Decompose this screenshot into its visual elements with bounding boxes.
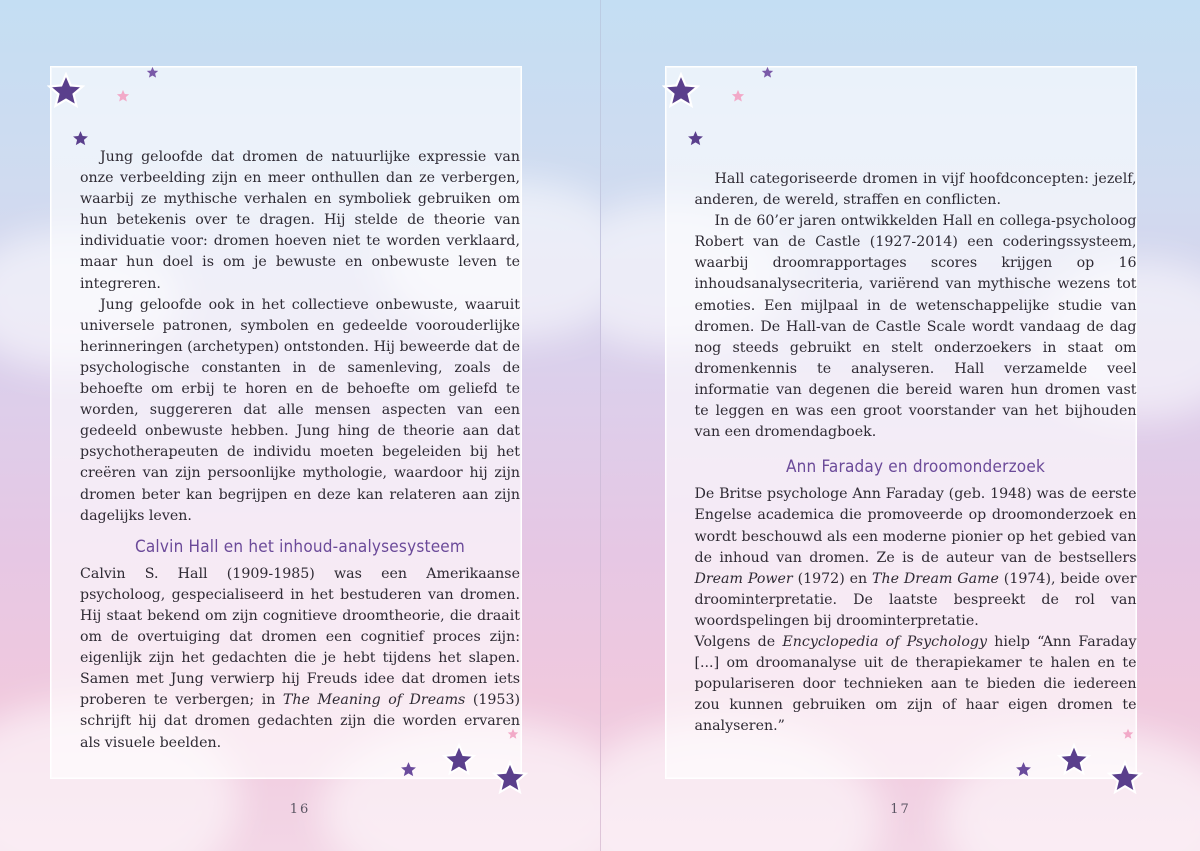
star-icon: [400, 761, 417, 778]
text-run: hielp “Ann Faraday [...] om droomanalyse uit de therapiekamer te halen en te populariseren door technieken aan te bieden die iedereen zou kunnen gebruiken om zijn of haar eigen dromen te analyseren.”: [694, 633, 1137, 735]
paragraph: [695, 632, 1137, 737]
paragraph: Hall categoriseerde dromen in vijf hoofdconcepten: jezelf, anderen, de wereld, straffen en conflicten.: [694, 171, 1137, 209]
right-page: [601, 0, 1200, 851]
book-title: Dream Power: [694, 570, 793, 587]
text-run: (1953) schrijft hij dat dromen gedachten zijn die worden ervaren als visuele beelden.: [80, 692, 521, 751]
star-icon: [1015, 761, 1032, 778]
section-heading: Calvin Hall en het inhoud-analysesysteem: [134, 536, 466, 557]
left-page-text: [80, 147, 520, 754]
text-run: Calvin S. Hall (1909-1985) was een Amerikaanse psycholoog, gespecialiseerd in het bestuderen van dromen. Hij staat bekend om zijn cognitieve droomtheorie, die draait om de overtuiging dat dromen een cognitief proces zijn: eigenlijk zijn het gedachten die je hebt tijdens het slapen. Samen met Jung verwierp hij Freuds idee dat dromen iets proberen te verbergen; in: [80, 565, 520, 709]
star-icon: [761, 66, 774, 79]
star-icon: [72, 130, 89, 147]
section-heading: Ann Faraday en droomonderzoek: [785, 457, 1046, 478]
star-icon: [687, 130, 704, 147]
star-icon: [492, 760, 528, 796]
right-page-text: [695, 169, 1137, 737]
book-title: The Dream Game: [872, 570, 999, 587]
page-number: 17: [890, 802, 911, 817]
star-icon: [1057, 743, 1091, 777]
star-icon: [662, 72, 700, 110]
star-icon: [116, 89, 130, 103]
star-icon: [146, 66, 159, 79]
text-run: Volgens de: [694, 633, 783, 650]
paragraph: In de 60’er jaren ontwikkelden Hall en collega-psycholoog Robert van de Castle (1927-2014) een coderingssysteem, waarbij droomrapportages scores krijgen op 16 inhoudsanalysecriteria, variërend van mythische wezens tot emoties. Een mijlpaal in de wetenschappelijke studie van dromen. De Hall-van de Castle Scale wordt vandaag de dag nog steeds gebruikt en stelt onderzoekers in staat om dromenkennis te analyseren. Hall verzamelde veel informatie van degenen die bereid waren hun dromen vast te leggen en was een groot voorstander van het bijhouden van een dromendagboek.: [694, 213, 1137, 441]
star-icon: [731, 89, 745, 103]
text-run: (1972) en: [792, 570, 873, 587]
paragraph: [80, 564, 520, 754]
book-title: Encyclopedia of Psychology: [782, 633, 987, 650]
text-run: (1974), beide over droominterpretatie. De laatste bespreekt de rol van woordspelingen bij droominterpretatie.: [694, 570, 1137, 629]
paragraph: Jung geloofde ook in het collectieve onbewuste, waaruit universele patronen, symbolen en gedeelde voorouderlijke herinneringen (archetypen) ontstonden. Hij beweerde dat de psychologische constanten in de samenleving, zoals de behoefte om erbij te horen en de behoefte om geliefd te worden, suggereren dat alle mensen aspecten van een gedeeld onbewuste hebben. Jung hing de theorie aan dat psychotherapeuten de individu moeten begeleiden bij het creëren van zijn persoonlijke mythologie, waardoor hij zijn dromen beter kan begrijpen en deze kan relateren aan zijn dagelijks leven.: [80, 296, 520, 524]
page-number: 16: [289, 802, 311, 817]
star-icon: [1107, 760, 1143, 796]
paragraph: [695, 484, 1137, 632]
star-icon: [47, 72, 85, 110]
text-run: De Britse psychologe Ann Faraday (geb. 1948) was de eerste Engelse academica die promoveerde op droomonderzoek en wordt beschouwd als een moderne pionier op het gebied van de inhoud van dromen. Ze is de auteur van de bestsellers: [694, 486, 1137, 566]
book-title: The Meaning of Dreams: [282, 692, 466, 709]
paragraph: Jung geloofde dat dromen de natuurlijke expressie van onze verbeelding zijn en meer onthullen dan ze verbergen, waarbij ze mythische verhalen en symboliek gebruiken om hun betekenis over te dragen. Hij stelde de theorie van individuatie voor: dromen hoeven niet te worden verklaard, maar hun doel is om je bewuste en onbewuste leven te integreren.: [80, 149, 520, 292]
